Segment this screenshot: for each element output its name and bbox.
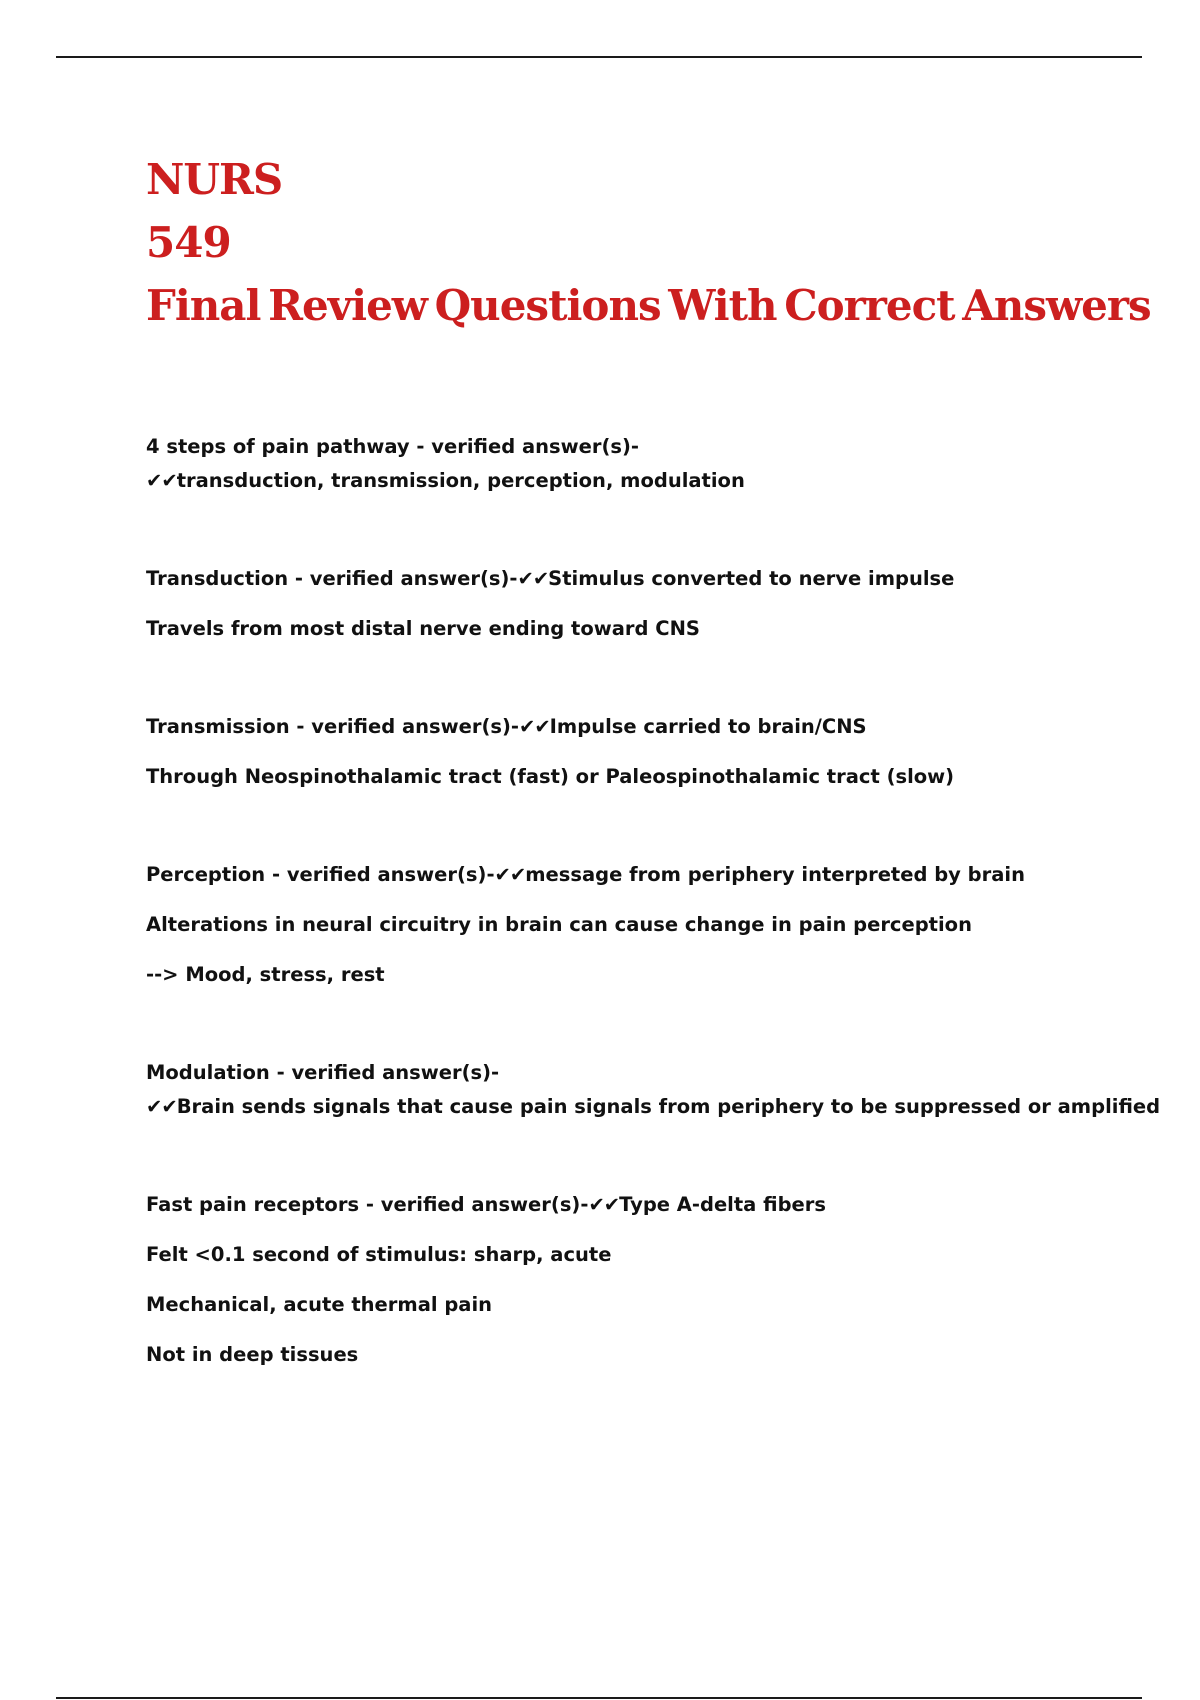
checkmark-icon: ✔✔ (517, 567, 549, 590)
qa-question-line (146, 1188, 1146, 1222)
document-title (146, 148, 1151, 337)
qa-term: Modulation (146, 1061, 270, 1084)
qa-detail-line: Mechanical, acute thermal pain (146, 1293, 493, 1316)
qa-answer-line (146, 464, 1146, 498)
qa-question-line (146, 1056, 1146, 1090)
title-line-2: 549 (146, 218, 231, 267)
qa-item (146, 710, 1146, 794)
checkmark-icon: ✔✔ (518, 715, 550, 738)
qa-answer-line (146, 1090, 1161, 1124)
qa-item (146, 430, 1146, 498)
qa-term: Perception (146, 863, 266, 886)
qa-detail-line: --> Mood, stress, rest (146, 963, 385, 986)
qa-term: Transduction (146, 567, 289, 590)
qa-term: 4 steps of pain pathway (146, 435, 410, 458)
qa-answer: Type A-delta fibers (619, 1193, 826, 1216)
qa-separator: - verified answer(s)- (269, 1061, 500, 1084)
qa-item (146, 1188, 1146, 1372)
bottom-rule (56, 1697, 1142, 1699)
qa-detail-line: Through Neospinothalamic tract (fast) or Paleospinothalamic tract (slow) (146, 765, 955, 788)
qa-detail-line: Alterations in neural circuitry in brain can cause change in pain perception (146, 913, 972, 936)
qa-separator: - verified answer(s)- (409, 435, 639, 458)
top-rule (56, 56, 1142, 58)
checkmark-icon: ✔✔ (588, 1193, 620, 1216)
qa-separator: - verified answer(s)- (289, 715, 519, 738)
qa-answer: Stimulus converted to nerve impulse (548, 567, 955, 590)
qa-answer: transduction, transmission, perception, modulation (176, 469, 745, 492)
title-line-1: NURS (146, 155, 283, 204)
qa-question-line (146, 858, 1146, 892)
qa-list (146, 430, 1161, 1372)
qa-answer: Brain sends signals that cause pain signals from periphery to be suppressed or amplified (176, 1095, 1161, 1118)
qa-term: Fast pain receptors (146, 1193, 360, 1216)
qa-item (146, 1056, 1161, 1124)
qa-separator: - verified answer(s)- (288, 567, 518, 590)
checkmark-icon: ✔✔ (146, 1095, 177, 1118)
qa-item (146, 858, 1146, 992)
qa-detail-line: Travels from most distal nerve ending toward CNS (146, 617, 700, 640)
qa-separator: - verified answer(s)- (359, 1193, 589, 1216)
qa-question-line (146, 430, 1146, 464)
qa-separator: - verified answer(s)- (265, 863, 495, 886)
qa-answer: Impulse carried to brain/CNS (549, 715, 867, 738)
qa-answer: message from periphery interpreted by brain (525, 863, 1025, 886)
qa-detail-line: Felt <0.1 second of stimulus: sharp, acute (146, 1243, 612, 1266)
qa-detail-line: Not in deep tissues (146, 1343, 359, 1366)
qa-question-line (146, 710, 1146, 744)
title-line-3: Final Review Questions With Correct Answers (146, 281, 1151, 330)
qa-question-line (146, 562, 1146, 596)
checkmark-icon: ✔✔ (146, 469, 177, 492)
qa-term: Transmission (146, 715, 290, 738)
qa-item (146, 562, 1146, 646)
checkmark-icon: ✔✔ (494, 863, 526, 886)
